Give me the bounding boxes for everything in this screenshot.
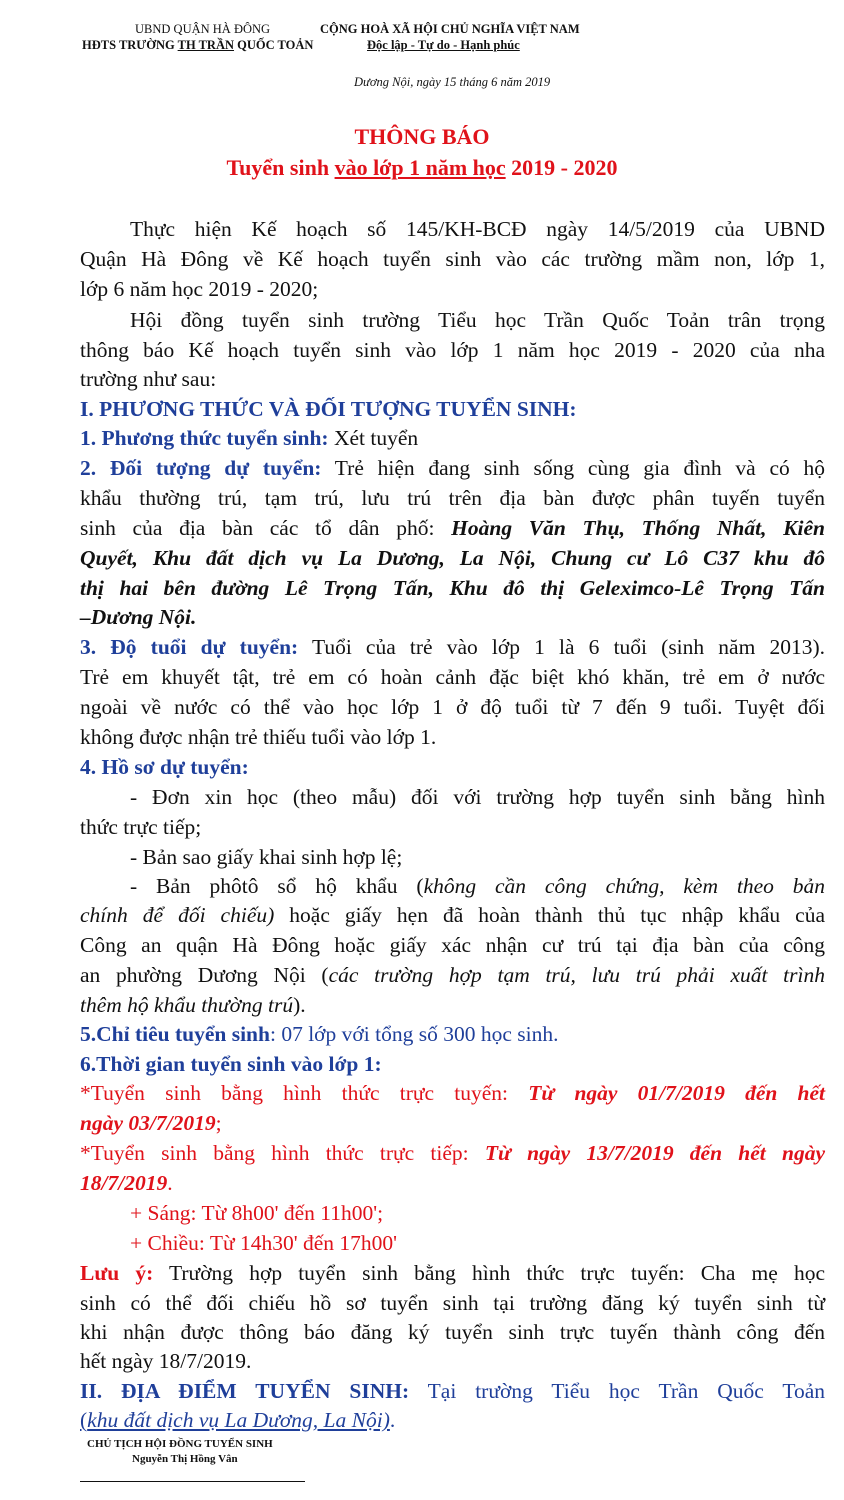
intro-line-1: Thực hiện Kế hoạch số 145/KH-BCĐ ngày 14/5/2019 của UBND	[130, 217, 825, 241]
signature-role: CHỦ TỊCH HỘI ĐỒNG TUYỂN SINH	[87, 1438, 273, 1450]
documents-item-3-line-4: an phường Dương Nội (các trường hợp tạm trú, lưu trú phải xuất trình	[80, 963, 825, 987]
schedule-afternoon: + Chiều: Từ 14h30' đến 17h00'	[130, 1231, 398, 1255]
motto: Độc lập - Tự do - Hạnh phúc	[367, 38, 520, 52]
schedule-online-line-1: *Tuyển sinh bằng hình thức trực tuyến: Từ ngày 01/7/2019 đến hết	[80, 1081, 826, 1105]
documents-item-2: - Bản sao giấy khai sinh hợp lệ;	[130, 845, 403, 869]
age-line-1: 3. Độ tuổi dự tuyển: Tuổi của trẻ vào lớp 1 là 6 tuổi (sinh năm 2013).	[80, 635, 825, 659]
intro-line-5: thông báo Kế hoạch tuyển sinh vào lớp 1 năm học 2019 - 2020 của nha	[80, 338, 825, 362]
target-line-1: 2. Đối tượng dự tuyển: Trẻ hiện đang sinh sống cùng gia đình và có hộ	[80, 456, 826, 480]
section-2-line-2: (khu đất dịch vụ La Dương, La Nội).	[80, 1408, 396, 1432]
schedule-direct-line-1: *Tuyển sinh bằng hình thức trực tiếp: Từ ngày 13/7/2019 đến hết ngày	[80, 1141, 825, 1165]
section-1-heading: I. PHƯƠNG THỨC VÀ ĐỐI TƯỢNG TUYỂN SINH:	[80, 397, 577, 421]
documents-item-3-line-2: chính để đối chiếu) hoặc giấy hẹn đã hoàn thành thủ tục nhập khẩu của	[80, 903, 825, 927]
note-line-2: sinh có thể đối chiếu hồ sơ tuyển sinh tại trường đăng ký tuyển sinh từ	[80, 1291, 825, 1315]
age-line-3: ngoài về nước có thể vào học lớp 1 ở độ tuổi từ 7 đến 9 tuổi. Tuyệt đối	[80, 695, 825, 719]
documents-heading: 4. Hồ sơ dự tuyển:	[80, 755, 249, 779]
intro-line-3: lớp 6 năm học 2019 - 2020;	[80, 277, 319, 301]
notice-title: THÔNG BÁO	[354, 124, 490, 149]
target-line-5: thị hai bên đường Lê Trọng Tấn, Khu đô thị Geleximco-Lê Trọng Tấn	[80, 576, 825, 600]
signature-name: Nguyễn Thị Hồng Vân	[132, 1453, 238, 1465]
age-line-2: Trẻ em khuyết tật, trẻ em có hoàn cảnh đặc biệt khó khăn, trẻ em ở nước	[80, 665, 825, 689]
intro-line-2: Quận Hà Đông về Kế hoạch tuyển sinh vào các trường mầm non, lớp 1,	[80, 247, 825, 271]
place-date: Dương Nội, ngày 15 tháng 6 năm 2019	[354, 75, 551, 89]
notice-subtitle: Tuyển sinh vào lớp 1 năm học 2019 - 2020	[226, 155, 618, 180]
agency-name: UBND QUẬN HÀ ĐÔNG	[135, 22, 271, 36]
documents-item-3-line-3: Công an quận Hà Đông hoặc giấy xác nhận cư trú tại địa bàn của công	[80, 933, 825, 957]
documents-item-3-line-5: thêm hộ khẩu thường trú).	[80, 993, 306, 1017]
target-line-4: Quyết, Khu đất dịch vụ La Dương, La Nội, Chung cư Lô C37 khu đô	[80, 546, 825, 570]
schedule-online-line-2: ngày 03/7/2019;	[80, 1111, 222, 1135]
board-name: HĐTS TRƯỜNG TH TRẦN QUỐC TOẢN	[82, 38, 314, 52]
target-line-2: khẩu thường trú, tạm trú, lưu trú trên địa bàn được phân tuyến tuyển	[80, 486, 825, 510]
note-line-1: Lưu ý: Trường hợp tuyển sinh bằng hình thức trực tuyến: Cha mẹ học	[80, 1261, 826, 1285]
schedule-heading: 6.Thời gian tuyển sinh vào lớp 1:	[80, 1052, 382, 1076]
note-line-4: hết ngày 18/7/2019.	[80, 1349, 252, 1373]
note-line-3: khi nhận được thông báo đăng ký tuyển sinh trực tuyến thành công đến	[80, 1320, 825, 1344]
target-line-3: sinh của địa bàn các tổ dân phố: Hoàng Văn Thụ, Thống Nhất, Kiên	[80, 516, 825, 540]
method-line: 1. Phương thức tuyển sinh: Xét tuyển	[80, 426, 419, 450]
schedule-morning: + Sáng: Từ 8h00' đến 11h00';	[130, 1201, 384, 1225]
intro-line-4: Hội đồng tuyển sinh trường Tiểu học Trần Quốc Toản trân trọng	[130, 308, 825, 332]
documents-item-3-line-1: - Bản phôtô sổ hộ khẩu (không cần công chứng, kèm theo bản	[130, 874, 825, 898]
section-2-line-1: II. ĐỊA ĐIỂM TUYỂN SINH: Tại trường Tiểu học Trần Quốc Toản	[80, 1379, 825, 1403]
documents-item-1-line-2: thức trực tiếp;	[80, 815, 202, 839]
target-line-6: –Dương Nội.	[80, 605, 197, 629]
documents-item-1-line-1: - Đơn xin học (theo mẫu) đối với trường hợp tuyển sinh bằng hình	[130, 785, 825, 809]
schedule-direct-line-2: 18/7/2019.	[80, 1171, 173, 1195]
intro-line-6: trường như sau:	[80, 367, 217, 391]
footer-rule	[80, 1481, 305, 1482]
quota-line: 5.Chỉ tiêu tuyển sinh: 07 lớp với tổng số 300 học sinh.	[80, 1022, 559, 1046]
republic-name: CỘNG HOÀ XÃ HỘI CHỦ NGHĨA VIỆT NAM	[320, 22, 580, 36]
age-line-4: không được nhận trẻ thiếu tuổi vào lớp 1.	[80, 725, 437, 749]
